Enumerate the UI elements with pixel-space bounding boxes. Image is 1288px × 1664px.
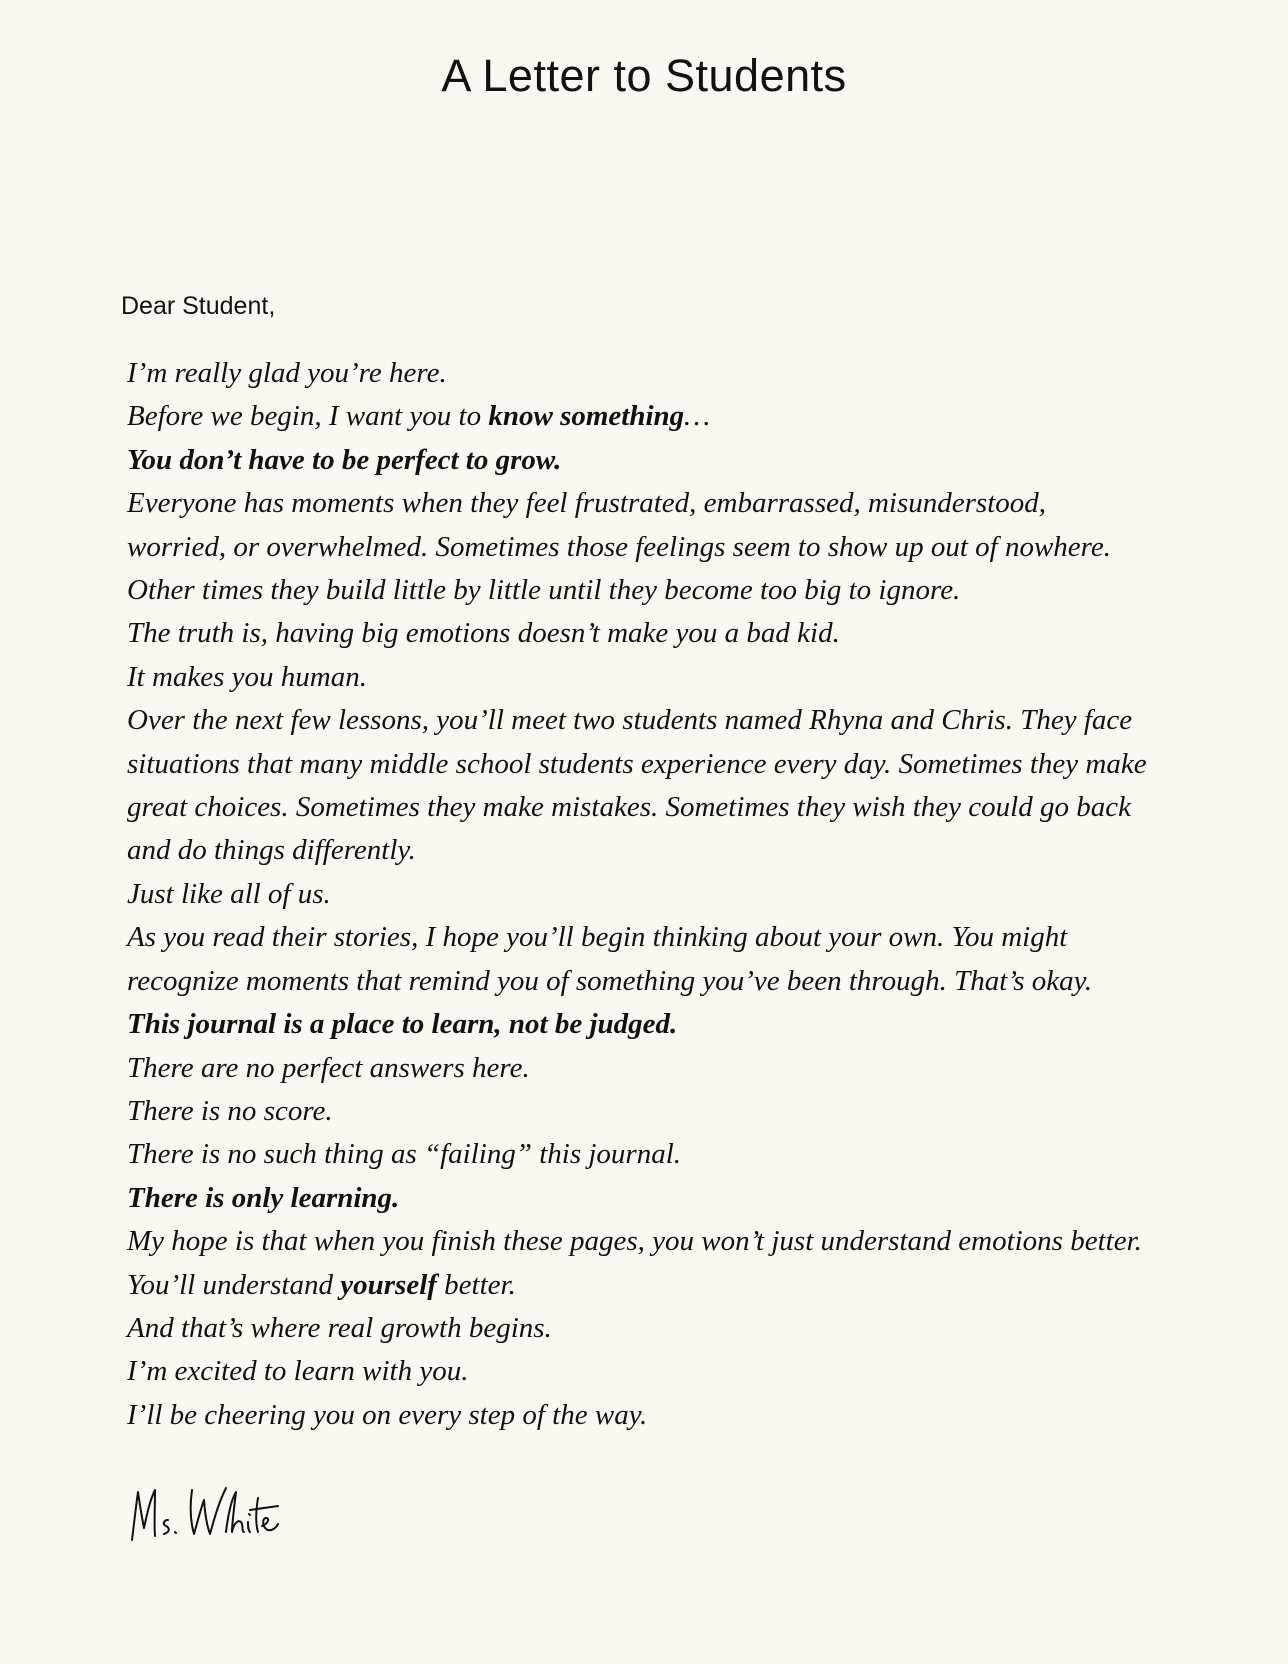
emphasized-text: You don’t have to be perfect to grow. (127, 443, 562, 476)
letter-text: It makes you human. (127, 660, 368, 693)
letter-line (127, 873, 1147, 916)
letter-line (127, 916, 1147, 1003)
letter-text: I’ll be cheering you on every step of the way. (127, 1398, 648, 1431)
letter-line (127, 395, 1147, 438)
letter-line (127, 1177, 1147, 1220)
letter-text: And that’s where real growth begins. (127, 1311, 552, 1344)
emphasized-text: This journal is a place to learn, not be judged. (127, 1008, 678, 1041)
letter-text: Over the next few lessons, you’ll meet two students named Rhyna and Chris. They face situations that many middle school students experience every day. Sometimes they make great choices. Sometimes they make mistakes. Sometimes they wish they could go back and do things differently. (127, 704, 1147, 867)
signature-image (128, 1484, 288, 1544)
letter-line (127, 612, 1147, 655)
letter-line (127, 1307, 1147, 1350)
letter-text: As you read their stories, I hope you’ll begin thinking about your own. You might recognize moments that remind you of something you’ve been through. That’s okay. (127, 921, 1093, 997)
letter-line (127, 482, 1147, 569)
letter-text: The truth is, having big emotions doesn’t make you a bad kid. (127, 617, 840, 650)
letter-line (127, 1394, 1147, 1437)
letter-text: I’m really glad you’re here. (127, 357, 447, 389)
letter-text: Just like all of us. (127, 877, 331, 910)
emphasized-text: know something (488, 400, 685, 433)
letter-line (127, 1264, 1147, 1307)
letter-text: better. (436, 1268, 516, 1301)
letter-text: Other times they build little by little until they become too big to ignore. (127, 574, 961, 607)
letter-line (127, 699, 1147, 873)
emphasized-text: yourself (340, 1268, 437, 1301)
emphasized-text: There is only learning. (127, 1181, 400, 1214)
letter-line (127, 1133, 1147, 1176)
letter-line (127, 1047, 1147, 1090)
letter-text: There is no score. (127, 1094, 333, 1127)
letter-line (127, 1003, 1147, 1046)
page-title: A Letter to Students (441, 50, 847, 101)
letter-line (127, 656, 1147, 699)
letter-body (127, 352, 1147, 1437)
letter-line (127, 569, 1147, 612)
letter-line (127, 1090, 1147, 1133)
letter-text: My hope is that when you finish these pages, you won’t just understand emotions better. (127, 1225, 1142, 1258)
letter-line (127, 352, 1147, 395)
letter-text: Before we begin, I want you to (127, 400, 489, 433)
letter-text: Everyone has moments when they feel frustrated, embarrassed, misunderstood, worried, or overwhelmed. Sometimes those feelings seem to show up out of nowhere. (127, 487, 1112, 563)
letter-text: You’ll understand (127, 1268, 341, 1301)
letter-line (127, 1220, 1147, 1263)
letter-text: … (684, 400, 710, 433)
letter-text: I’m excited to learn with you. (127, 1355, 469, 1388)
letter-line (127, 439, 1147, 482)
letter-line (127, 1350, 1147, 1393)
letter-text: There is no such thing as “failing” this journal. (127, 1138, 682, 1171)
salutation: Dear Student, (121, 292, 276, 320)
letter-text: There are no perfect answers here. (127, 1051, 530, 1084)
